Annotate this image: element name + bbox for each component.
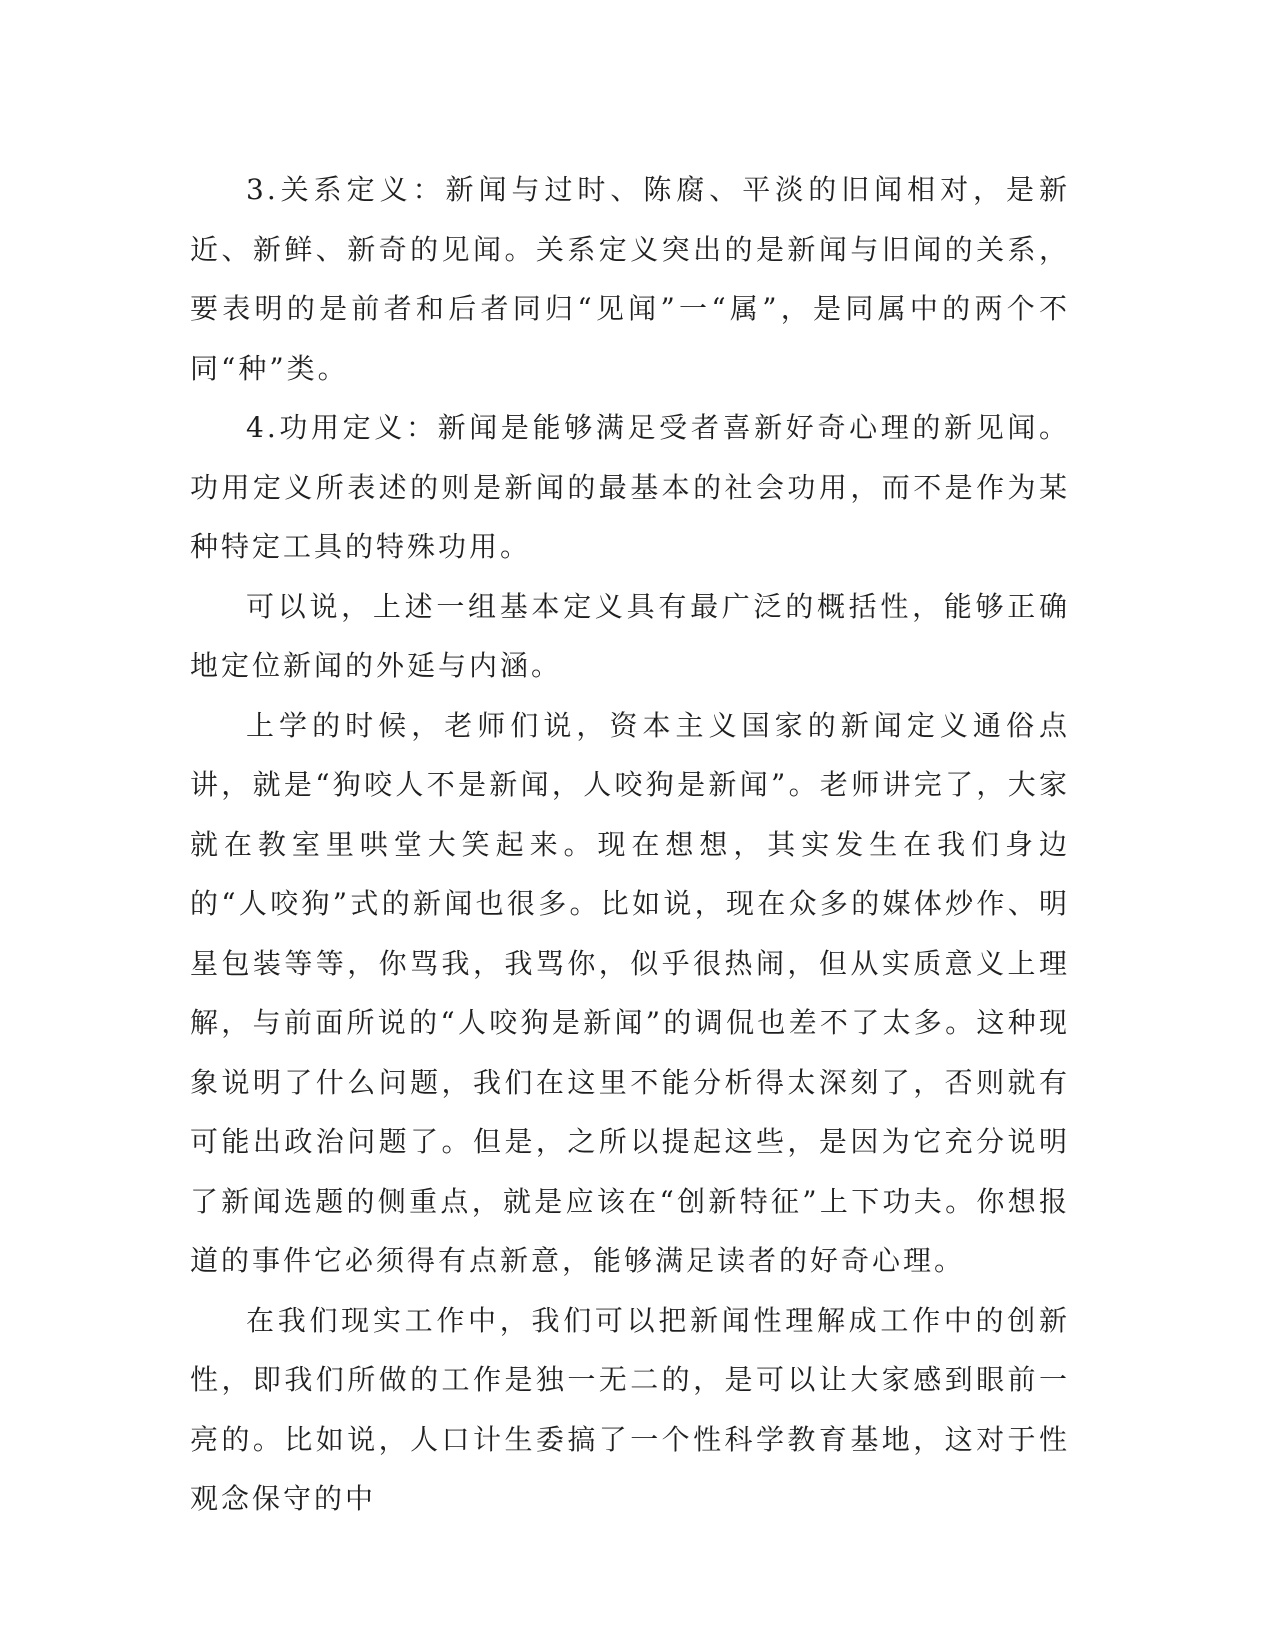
paragraph-summary: 可以说，上述一组基本定义具有最广泛的概括性，能够正确地定位新闻的外延与内涵。 bbox=[190, 589, 1070, 682]
paragraph-real-work: 在我们现实工作中，我们可以把新闻性理解成工作中的创新性，即我们所做的工作是独一无二的，是可以让大家感到眼前一亮的。比如说，人口计生委搞了一个性科学教育基地，这对于性观念保守的中 bbox=[190, 1303, 1070, 1515]
paragraph-function-definition: 4.功用定义：新闻是能够满足受者喜新好奇心理的新见闻。功用定义所表述的则是新闻的最基本的社会功用，而不是作为某种特定工具的特殊功用。 bbox=[190, 411, 1070, 563]
paragraph-school-memory: 上学的时候，老师们说，资本主义国家的新闻定义通俗点讲，就是“狗咬人不是新闻，人咬狗是新闻”。老师讲完了，大家就在教室里哄堂大笑起来。现在想想，其实发生在我们身边的“人咬狗”式的新闻也很多。比如说，现在众多的媒体炒作、明星包装等等，你骂我，我骂你，似乎很热闹，但从实质意义上理解，与前面所说的“人咬狗是新闻”的调侃也差不了太多。这种现象说明了什么问题，我们在这里不能分析得太深刻了，否则就有可能出政治问题了。但是，之所以提起这些，是因为它充分说明了新闻选题的侧重点，就是应该在“创新特征”上下功夫。你想报道的事件它必须得有点新意，能够满足读者的好奇心理。 bbox=[190, 708, 1070, 1277]
document-body bbox=[190, 160, 1070, 1529]
paragraph-relation-definition: 3.关系定义：新闻与过时、陈腐、平淡的旧闻相对，是新近、新鲜、新奇的见闻。关系定义突出的是新闻与旧闻的关系，要表明的是前者和后者同归“见闻”一“属”，是同属中的两个不同“种”类。 bbox=[190, 173, 1070, 385]
